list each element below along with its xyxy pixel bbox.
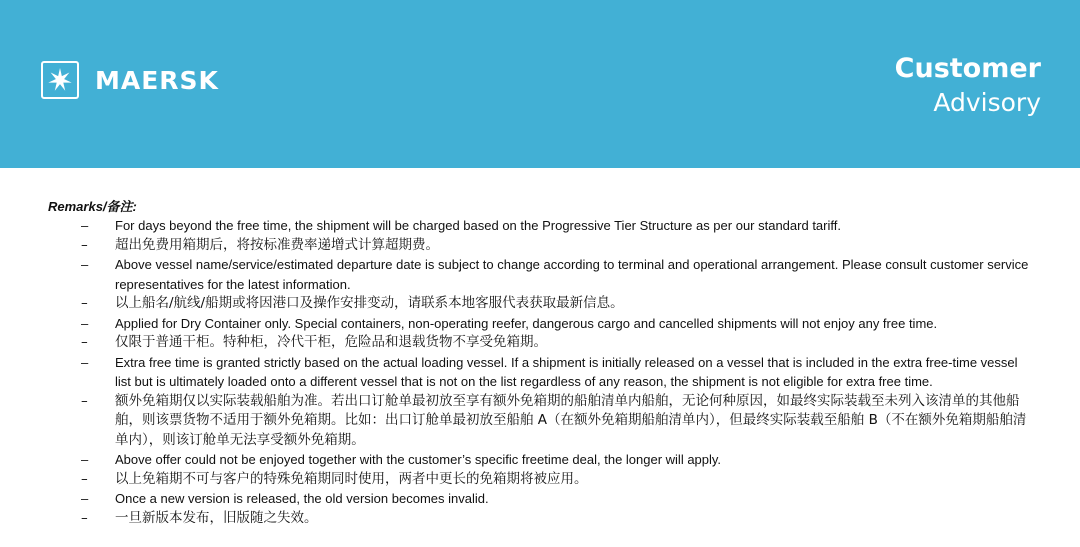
bullet-dash: –: [81, 452, 89, 467]
bullet-dash: –: [81, 334, 88, 350]
remark-text: Above vessel name/service/estimated departure date is subject to change according to terminal and operational arrangement. Please consult customer service representatives for the latest information.: [115, 257, 1029, 292]
maersk-logo: [41, 61, 219, 99]
logo-box: [41, 61, 79, 99]
remark-text: Once a new version is released, the old version becomes invalid.: [115, 491, 489, 506]
customer-advisory-badge: [895, 52, 1041, 120]
remark-text: 额外免箱期仅以实际装载船舶为准。若出口订舱单最初放至享有额外免箱期的船舶清单内船舶，无论何种原因，如最终实际装载至未列入该清单的其他船舶，则该票货物不适用于额外免箱期。比如：出口订舱单最初放至船舶 A（在额外免箱期船舶清单内），但最终实际装载至船舶 B（不在额外免箱期船舶清单内），则该订舱单无法享受额外免箱期。: [115, 392, 1027, 448]
remark-item: [48, 392, 1035, 451]
remark-item: [48, 255, 1035, 294]
remark-text: Applied for Dry Container only. Special containers, non-operating reefer, dangerous cargo and cancelled shipments will not enjoy any free time.: [115, 315, 938, 331]
bullet-dash: –: [81, 470, 88, 487]
remark-item: [48, 333, 1035, 353]
remark-item: [48, 353, 1035, 392]
remarks-title: Remarks/备注:: [48, 199, 137, 214]
advisory-header: [0, 0, 1080, 168]
remark-text: 以上免箱期不可与客户的特殊免箱期同时使用，两者中更长的免箱期将被应用。: [115, 470, 588, 487]
remark-text: 超出免费用箱期后，将按标准费率递增式计算超期费。: [115, 236, 439, 253]
remark-item: [48, 294, 1035, 314]
bullet-dash: –: [81, 236, 88, 253]
remark-item: [48, 450, 1035, 470]
badge-line-customer: Customer: [894, 53, 1041, 84]
remark-text: Above offer could not be enjoyed together with the customer’s specific freetime deal, the longer will apply.: [115, 452, 722, 467]
remark-item: [48, 489, 1035, 509]
remark-item: [48, 509, 1035, 529]
remark-item: [48, 216, 1035, 236]
remark-text: Extra free time is granted strictly based on the actual loading vessel. If a shipment is initially released on a vessel that is included in the extra free-time vessel list but is ultimately loaded onto a different vessel that is not on the list regardless of any reason, the shipment is not eligible for extra free time.: [115, 354, 1018, 389]
badge-line-advisory: Advisory: [933, 88, 1041, 117]
remark-text: 仅限于普通干柜。特种柜，冷代干柜，危险品和退载货物不享受免箱期。: [115, 334, 547, 350]
brand-name: MAERSK: [95, 65, 219, 95]
remark-item: [48, 314, 1035, 334]
remark-item: [48, 470, 1035, 490]
bullet-dash: –: [81, 257, 89, 272]
remarks-list: [48, 216, 1048, 528]
bullet-dash: –: [81, 218, 89, 233]
bullet-dash: –: [81, 392, 88, 409]
remark-text: 一旦新版本发布，旧版随之失效。: [115, 509, 318, 526]
remarks-section: [48, 197, 1048, 528]
bullet-dash: –: [81, 295, 88, 311]
star-icon: [46, 66, 74, 94]
remark-text: For days beyond the free time, the shipment will be charged based on the Progressive Tier Structure as per our standard tariff.: [115, 218, 841, 233]
bullet-dash: –: [81, 354, 89, 370]
bullet-dash: –: [81, 315, 89, 331]
remark-text: 以上船名/航线/船期或将因港口及操作安排变动，请联系本地客服代表获取最新信息。: [115, 295, 624, 311]
bullet-dash: –: [81, 509, 88, 526]
bullet-dash: –: [81, 491, 89, 506]
remark-item: [48, 236, 1035, 256]
